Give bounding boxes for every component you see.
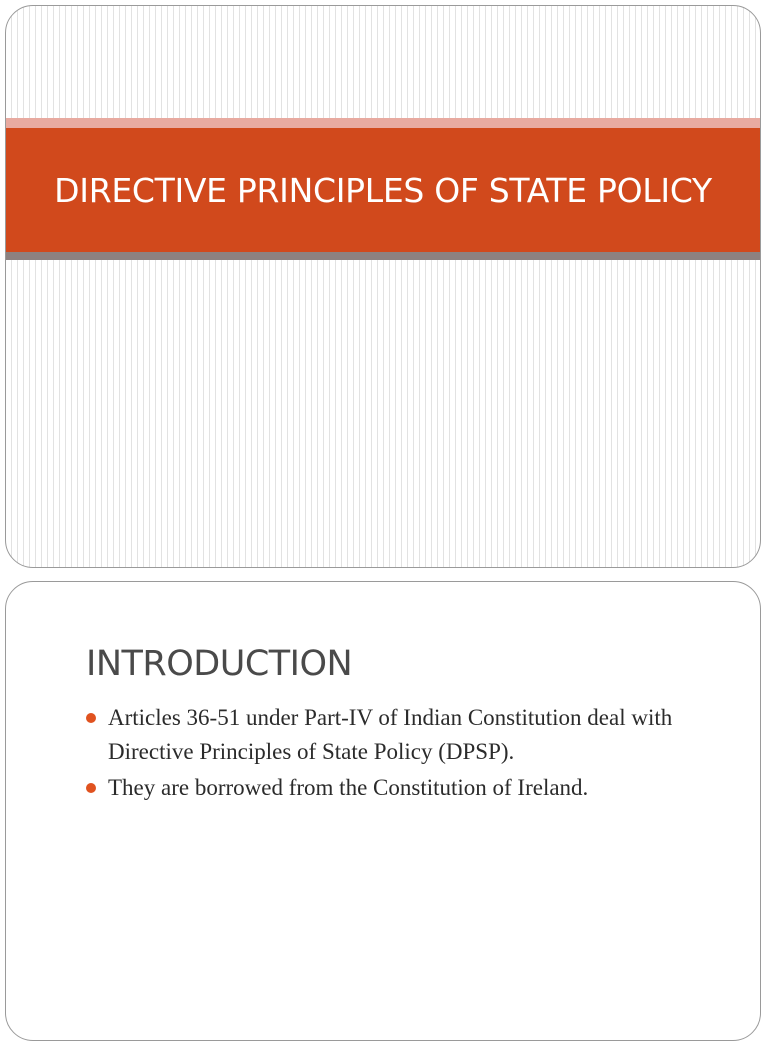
title-slide xyxy=(5,5,761,568)
bullet-item xyxy=(86,771,726,805)
bullet-dot-icon xyxy=(86,713,96,723)
bullet-text: They are borrowed from the Constitution of Ireland. xyxy=(108,775,589,800)
bullet-text: Articles 36-51 under Part-IV of Indian Constitution deal with Directive Principles of State Policy (DPSP). xyxy=(108,705,673,764)
title-bar xyxy=(6,128,760,252)
slide-heading: INTRODUCTION xyxy=(86,644,353,684)
title-top-accent-band xyxy=(6,118,760,128)
slide-title: DIRECTIVE PRINCIPLES OF STATE POLICY xyxy=(54,170,712,210)
bullet-item xyxy=(86,701,726,769)
introduction-slide xyxy=(5,581,761,1041)
title-bottom-accent-band xyxy=(6,252,760,260)
bullet-list xyxy=(86,701,726,807)
bullet-dot-icon xyxy=(86,783,96,793)
